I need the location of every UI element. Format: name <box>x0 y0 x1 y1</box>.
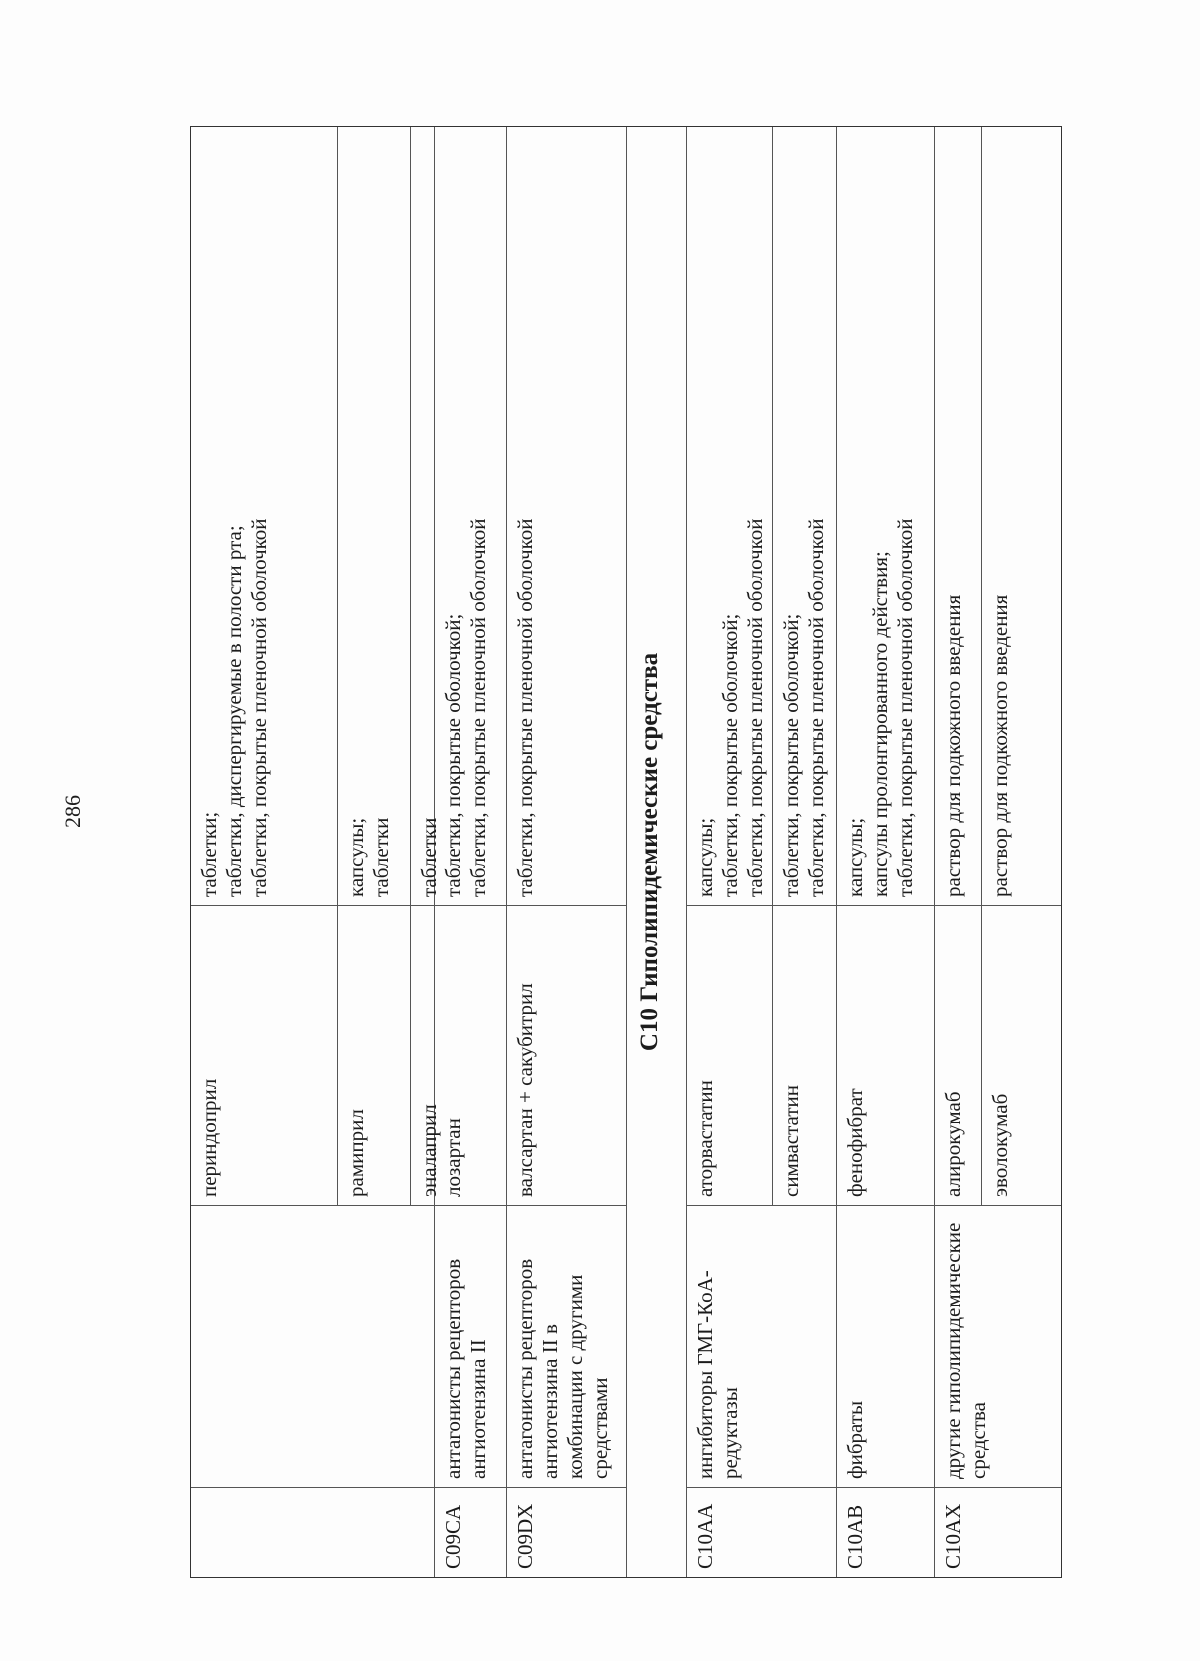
dosage-form-cell <box>773 127 836 905</box>
drug-table <box>190 126 1062 1578</box>
table-row <box>935 127 982 1205</box>
table-row <box>982 127 1061 1205</box>
dosage-form-line: таблетки <box>417 817 441 897</box>
group-cell: антагонисты рецепторов ангиотензина II в комбинации с другими средствами <box>507 1205 626 1487</box>
dosage-form-line: раствор для подкожного введения <box>988 594 1012 897</box>
table-row <box>687 127 837 1577</box>
table-row <box>507 127 627 1577</box>
dosage-form-line: капсулы пролонгированного действия; <box>868 551 892 897</box>
inn-cell: периндоприл <box>191 905 337 1205</box>
dosage-form-cell <box>338 127 410 905</box>
inn-cell: эналаприл <box>411 905 446 1205</box>
dosage-form-line: таблетки, диспергируемые в полости рта; <box>222 525 246 897</box>
atc-code-cell: C10AB <box>837 1487 934 1577</box>
atc-code-cell: C09CA <box>435 1487 506 1577</box>
dosage-form-line: таблетки, покрытые пленочной оболочкой <box>893 518 917 897</box>
group-cell: ингибиторы ГМГ-КоА-редуктазы <box>687 1205 836 1487</box>
dosage-form-cell <box>982 127 1061 905</box>
table-row <box>935 127 1061 1577</box>
inn-cell: фенофибрат <box>837 905 934 1205</box>
table-row <box>837 127 935 1577</box>
dosage-form-line: таблетки, покрытые пленочной оболочкой <box>247 518 271 897</box>
page-number: 286 <box>60 795 85 828</box>
dosage-form-line: таблетки; <box>197 811 221 897</box>
dosage-form-line: таблетки, покрытые пленочной оболочкой <box>804 518 828 897</box>
dosage-form-line: таблетки, покрытые пленочной оболочкой <box>743 518 767 897</box>
table-row <box>435 127 507 1577</box>
atc-code-cell: C10AX <box>935 1487 1061 1577</box>
section-heading-row <box>627 127 687 1577</box>
section-title: С10 Гиполипидемические средства <box>636 652 663 1052</box>
table-row <box>191 127 441 1577</box>
dosage-form-line: капсулы; <box>344 817 368 897</box>
dosage-form-line: таблетки, покрытые оболочкой; <box>441 613 465 897</box>
dosage-form-line: раствор для подкожного введения <box>941 594 965 897</box>
inn-cell: валсартан + сакубитрил <box>507 905 626 1205</box>
dosage-form-line: таблетки, покрытые пленочной оболочкой <box>466 518 490 897</box>
dosage-form-line: капсулы; <box>843 817 867 897</box>
atc-code-cell: C09DX <box>507 1487 626 1577</box>
dosage-form-cell <box>837 127 934 905</box>
dosage-form-cell <box>507 127 626 905</box>
dosage-form-cell <box>687 127 772 905</box>
group-cell: антагонисты рецепторов ангиотензина II <box>435 1205 506 1487</box>
dosage-form-line: капсулы; <box>693 817 717 897</box>
inn-cell: алирокумаб <box>935 905 981 1205</box>
table-row <box>773 127 836 1205</box>
group-cell: другие гиполипидемические средства <box>935 1205 1061 1487</box>
dosage-form-cell <box>435 127 506 905</box>
dosage-form-line: таблетки <box>369 817 393 897</box>
inn-cell: аторвастатин <box>687 905 772 1205</box>
atc-code-cell <box>191 1487 434 1577</box>
inn-cell: симвастатин <box>773 905 836 1205</box>
group-cell <box>191 1205 434 1487</box>
table-row <box>687 127 773 1205</box>
dosage-form-line: таблетки, покрытые оболочкой; <box>779 613 803 897</box>
inn-cell: лозартан <box>435 905 506 1205</box>
dosage-form-line: таблетки, покрытые оболочкой; <box>718 613 742 897</box>
dosage-form-cell <box>191 127 337 905</box>
dosage-form-cell <box>935 127 981 905</box>
atc-code-cell: C10AA <box>687 1487 836 1577</box>
inn-cell: рамиприл <box>338 905 410 1205</box>
table-row <box>338 127 411 1205</box>
table-row <box>191 127 338 1205</box>
group-cell: фибраты <box>837 1205 934 1487</box>
dosage-form-line: таблетки, покрытые пленочной оболочкой <box>513 518 537 897</box>
inn-cell: эволокумаб <box>982 905 1061 1205</box>
